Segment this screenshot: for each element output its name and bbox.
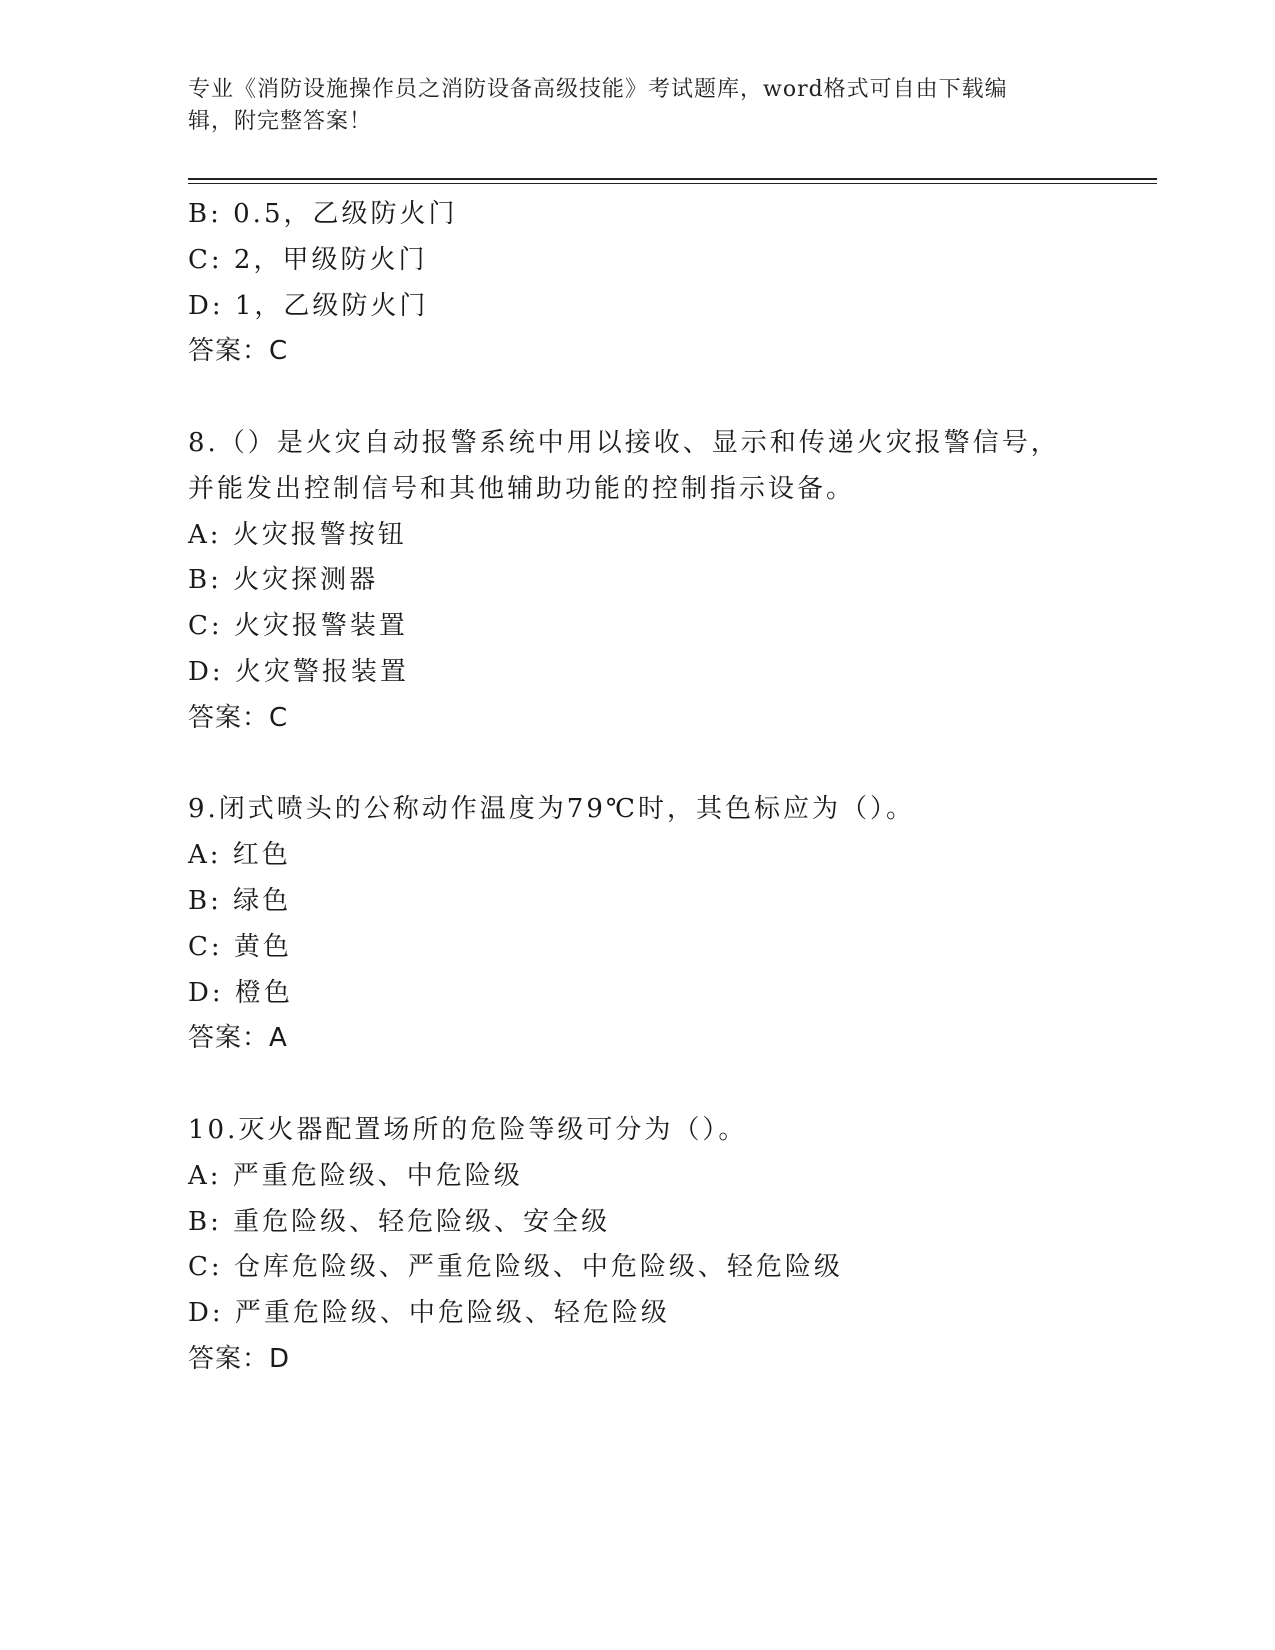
question-block-9 xyxy=(188,787,1138,1062)
option-a: A: 严重危险级、中危险级 xyxy=(188,1160,523,1191)
question-block-8 xyxy=(188,421,1138,742)
option-a: A: 红色 xyxy=(188,840,291,871)
option-d: D: 火灾警报装置 xyxy=(188,656,409,687)
option-d: D: 橙色 xyxy=(188,977,293,1008)
option-b: B: 绿色 xyxy=(188,885,292,916)
question-text: 9.闭式喷头的公称动作温度为79℃时，其色标应为（）。 xyxy=(188,794,915,825)
option-c: C: 火灾报警装置 xyxy=(188,611,408,642)
option-c: C: 仓库危险级、严重危险级、中危险级、轻危险级 xyxy=(188,1252,843,1283)
document-header xyxy=(188,74,1088,138)
option-b: B: 火灾探测器 xyxy=(188,565,379,596)
header-line-1: 专业《消防设施操作员之消防设备高级技能》考试题库，word格式可自由下载编 xyxy=(188,77,1008,102)
question-text: 8.（）是火灾自动报警系统中用以接收、显示和传递火灾报警信号， xyxy=(188,427,1060,458)
header-line-2: 辑，附完整答案！ xyxy=(188,109,373,134)
header-divider-thick xyxy=(188,178,1157,180)
question-text: 并能发出控制信号和其他辅助功能的控制指示设备。 xyxy=(188,473,856,504)
answer: 答案：C xyxy=(188,336,289,367)
question-content xyxy=(188,192,1138,1383)
answer: 答案：A xyxy=(188,1023,288,1054)
answer: 答案：C xyxy=(188,702,289,733)
option-b: B: 重危险级、轻危险级、安全级 xyxy=(188,1206,611,1237)
question-block-10 xyxy=(188,1108,1138,1383)
option-c: C: 2，甲级防火门 xyxy=(188,244,428,275)
answer: 答案：D xyxy=(188,1343,291,1374)
option-d: D: 1，乙级防火门 xyxy=(188,290,429,321)
question-block-7 xyxy=(188,192,1138,375)
option-b: B: 0.5，乙级防火门 xyxy=(188,199,458,229)
option-a: A: 火灾报警按钮 xyxy=(188,519,407,550)
question-text: 10.灭火器配置场所的危险等级可分为（）。 xyxy=(188,1114,748,1145)
option-c: C: 黄色 xyxy=(188,931,292,962)
option-d: D: 严重危险级、中危险级、轻危险级 xyxy=(188,1298,670,1329)
header-divider-thin xyxy=(188,183,1157,184)
